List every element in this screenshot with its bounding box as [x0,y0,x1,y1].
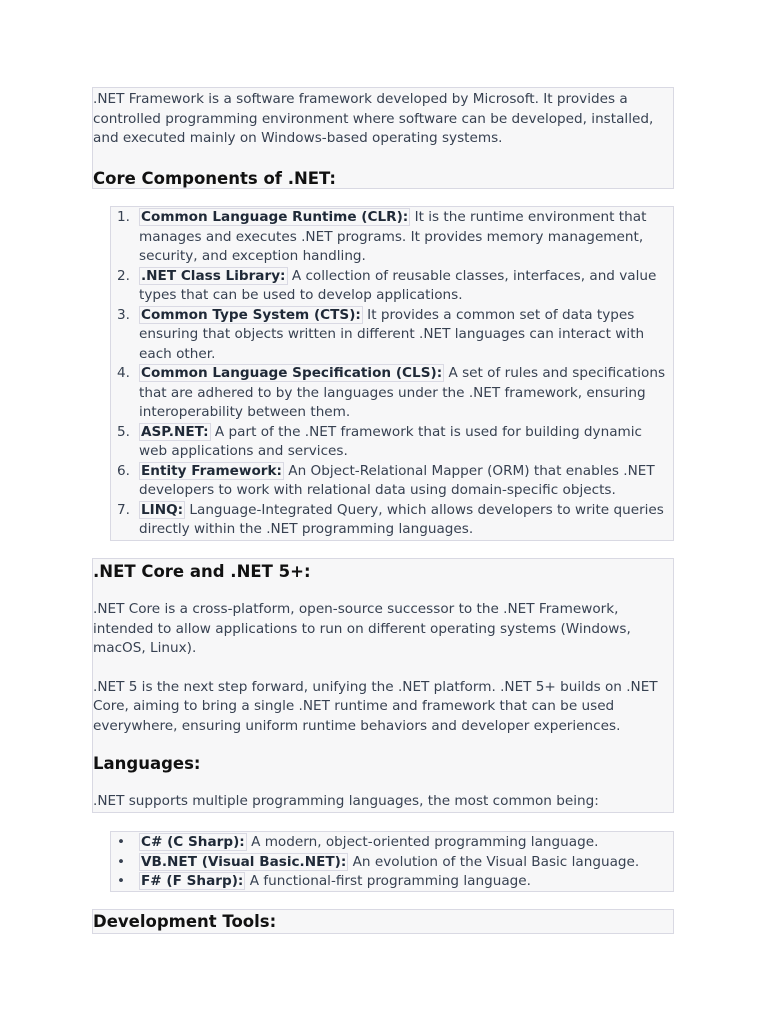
core-languages-block [92,558,674,813]
intro-block [92,87,674,189]
list-marker: 3. [117,306,130,323]
languages-list-block [110,831,674,892]
list-item [111,364,673,423]
net-core-heading: .NET Core and .NET 5+: [93,562,311,581]
term-description: Language-Integrated Query, which allows developers to write queries directly within the .NET programming languages. [139,501,664,537]
list-marker: 7. [117,501,130,518]
term-description: A part of the .NET framework that is used for building dynamic web applications and services. [139,423,643,459]
list-item [111,872,673,892]
components-list [111,208,673,540]
term-vbnet: VB.NET (Visual Basic.NET): [141,853,347,870]
list-item [111,853,673,873]
bullet-marker: • [117,873,126,889]
languages-heading: Languages: [93,754,201,773]
bullet-marker: • [117,853,126,870]
net5-paragraph: .NET 5 is the next step forward, unifying the .NET platform. .NET 5+ builds on .NET Core, aiming to bring a single .NET runtime and framework that can be used everywhere, ensuring uniform runtime behaviors and developer experiences. [93,678,658,734]
term-class-library: .NET Class Library: [141,267,286,284]
term-description: A functional-first programming language. [245,873,531,889]
term-description: A set of rules and specifications that are adhered to by the languages under the .NET framework, ensuring interoperability between them. [139,365,666,420]
list-item [111,462,673,501]
term-entity-framework: Entity Framework: [141,462,282,479]
term-description: A collection of reusable classes, interfaces, and value types that can be used to develop applications. [139,267,657,303]
term-description: It provides a common set of data types ensuring that objects written in different .NET languages can interact with each other. [139,306,645,362]
term-description: An evolution of the Visual Basic language. [348,853,640,870]
list-marker: 4. [117,365,130,381]
list-marker: 6. [117,462,130,479]
term-clr: Common Language Runtime (CLR): [141,209,409,225]
term-description: A modern, object-oriented programming language. [246,834,599,850]
term-linq: LINQ: [141,501,184,518]
list-item [111,833,673,853]
term-description: It is the runtime environment that manages and executes .NET programs. It provides memory management, security, and exception handling. [139,209,647,264]
list-marker: 5. [117,423,130,440]
term-cts: Common Type System (CTS): [141,306,361,323]
list-item [111,501,673,540]
development-tools-heading: Development Tools: [93,912,277,931]
languages-list [111,833,673,892]
list-item [111,306,673,365]
components-list-block [110,206,674,541]
tools-block [92,909,674,934]
term-aspnet: ASP.NET: [141,423,209,440]
term-description: An Object-Relational Mapper (ORM) that enables .NET developers to work with relational data using domain-specific objects. [139,462,655,498]
list-item [111,423,673,462]
core-components-heading: Core Components of .NET: [93,168,336,188]
bullet-marker: • [117,834,126,850]
list-marker: 1. [117,209,130,225]
term-cls: Common Language Specification (CLS): [141,365,443,381]
list-item [111,267,673,306]
net-core-paragraph: .NET Core is a cross-platform, open-source successor to the .NET Framework, intended to allow applications to run on different operating systems (Windows, macOS, Linux). [93,601,631,656]
list-item [111,208,673,267]
list-marker: 2. [117,267,130,284]
term-fsharp: F# (F Sharp): [141,873,244,889]
intro-paragraph: .NET Framework is a software framework developed by Microsoft. It provides a controlled programming environment where software can be developed, installed, and executed mainly on Windows-based operating systems. [93,91,654,146]
term-csharp: C# (C Sharp): [141,834,245,850]
languages-intro: .NET supports multiple programming languages, the most common being: [93,793,599,809]
